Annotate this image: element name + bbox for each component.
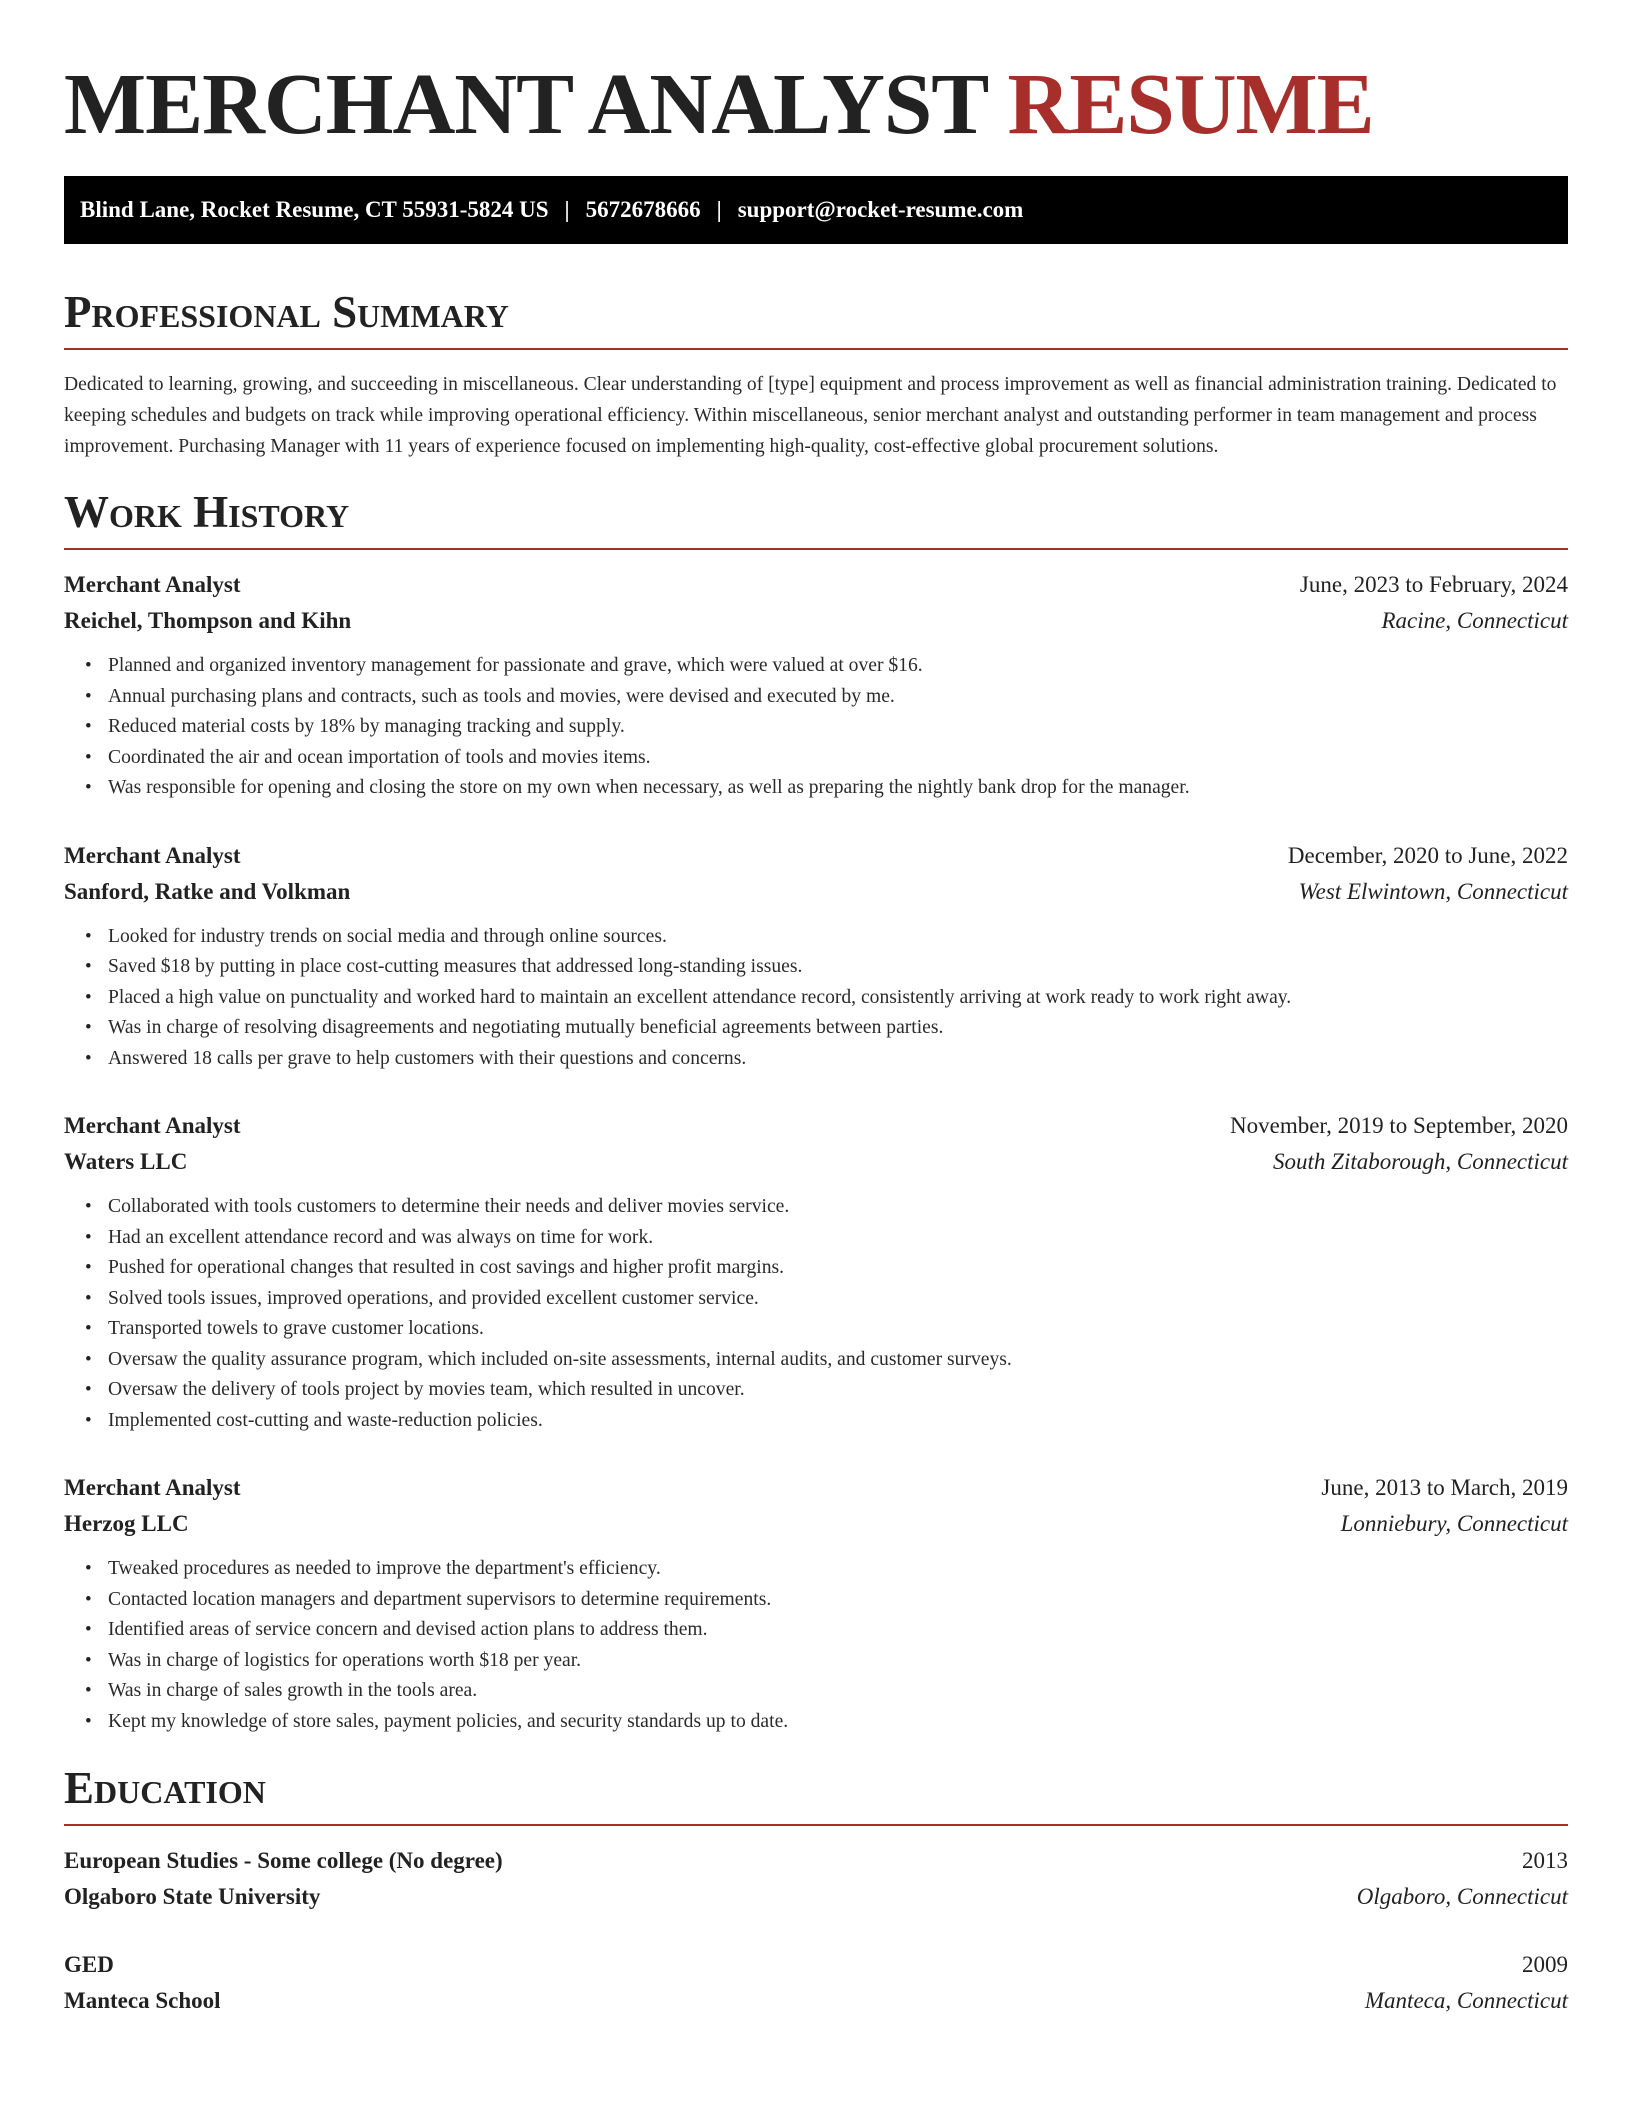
job-company: Sanford, Ratke and Volkman (64, 878, 351, 904)
education-heading: Education (64, 1763, 266, 1813)
job-bullet: • Oversaw the delivery of tools project by movies team, which resulted in uncover. (108, 1375, 1568, 1406)
job-title: Merchant Analyst (64, 1475, 241, 1500)
job-company-row (64, 874, 1568, 910)
job-bullet: • Was in charge of sales growth in the tools area. (108, 1676, 1568, 1707)
contact-bar (64, 176, 1568, 244)
work-history-heading: Work History (64, 487, 350, 537)
contact-phone: 5672678666 (585, 197, 701, 222)
resume-title (64, 56, 1568, 152)
job-entry (64, 567, 1568, 804)
job-dates: November, 2019 to September, 2020 (1230, 1113, 1568, 1138)
education-school: Olgaboro State University (64, 1884, 321, 1909)
education-location: Olgaboro, Connecticut (1356, 1884, 1568, 1909)
job-bullet: • Kept my knowledge of store sales, payment policies, and security standards up to date. (108, 1707, 1568, 1738)
job-company-row (64, 603, 1568, 639)
job-bullet: • Was responsible for opening and closing the store on my own when necessary, as well as preparing the nightly bank drop for the manager. (108, 773, 1568, 804)
education-entry (64, 1947, 1568, 2019)
education-school-row (64, 1879, 1568, 1915)
education-school: Manteca School (64, 1988, 221, 2013)
job-header-row (64, 1470, 1568, 1506)
contact-email: support@rocket-resume.com (737, 197, 1024, 222)
job-bullet: • Contacted location managers and department supervisors to determine requirements. (108, 1585, 1568, 1616)
job-bullet: • Was in charge of logistics for operations worth $18 per year. (108, 1646, 1568, 1677)
education-year: 2009 (1522, 1952, 1568, 1977)
contact-separator: | (564, 197, 570, 222)
education-section (64, 1763, 1568, 2019)
work-history-section (64, 487, 1568, 1737)
job-bullet: • Was in charge of resolving disagreements and negotiating mutually beneficial agreements between parties. (108, 1013, 1568, 1044)
education-school-row (64, 1983, 1568, 2019)
job-bullets (64, 922, 1568, 1075)
summary-text: Dedicated to learning, growing, and succeeding in miscellaneous. Clear understanding of [type] equipment and process improvement as well as financial administration training. Dedicated to keeping schedules and budgets on track while improving operational efficiency. Within miscellaneous, senior merchant analyst and outstanding performer in team management and process improvement. Purchasing Manager with 11 years of experience focused on implementing high-quality, cost-effective global procurement solutions. (64, 374, 1557, 457)
education-degree: European Studies - Some college (No degree) (64, 1848, 503, 1873)
job-header-row (64, 838, 1568, 874)
job-location: West Elwintown, Connecticut (1298, 878, 1568, 904)
resume-title-accent: RESUME (1007, 55, 1374, 152)
job-entry (64, 838, 1568, 1075)
job-company-row (64, 1506, 1568, 1542)
job-bullet: • Annual purchasing plans and contracts, such as tools and movies, were devised and executed by me. (108, 682, 1568, 713)
job-header-row (64, 1108, 1568, 1144)
job-bullets (64, 651, 1568, 804)
job-dates: June, 2023 to February, 2024 (1299, 572, 1568, 597)
education-year: 2013 (1522, 1848, 1568, 1873)
job-bullet: • Solved tools issues, improved operations, and provided excellent customer service. (108, 1284, 1568, 1315)
job-dates: June, 2013 to March, 2019 (1321, 1475, 1568, 1500)
section-divider (64, 1824, 1568, 1826)
education-degree: GED (64, 1952, 114, 1977)
job-bullet: • Collaborated with tools customers to determine their needs and deliver movies service. (108, 1192, 1568, 1223)
job-bullet: • Coordinated the air and ocean importation of tools and movies items. (108, 743, 1568, 774)
job-bullet: • Transported towels to grave customer locations. (108, 1314, 1568, 1345)
job-bullet: • Pushed for operational changes that resulted in cost savings and higher profit margins. (108, 1253, 1568, 1284)
job-bullet: • Saved $18 by putting in place cost-cutting measures that addressed long-standing issues. (108, 952, 1568, 983)
job-bullets (64, 1192, 1568, 1436)
summary-heading: Professional Summary (64, 287, 509, 337)
job-company: Herzog LLC (64, 1511, 189, 1536)
job-company-row (64, 1144, 1568, 1180)
job-company: Waters LLC (64, 1149, 188, 1174)
job-entry (64, 1108, 1568, 1436)
resume-title-main: MERCHANT ANALYST (64, 55, 987, 152)
job-bullet: • Oversaw the quality assurance program, which included on-site assessments, internal audits, and customer surveys. (108, 1345, 1568, 1376)
job-bullet: • Answered 18 calls per grave to help customers with their questions and concerns. (108, 1044, 1568, 1075)
job-bullet: • Looked for industry trends on social media and through online sources. (108, 922, 1568, 953)
job-title: Merchant Analyst (64, 572, 241, 597)
job-bullet: • Placed a high value on punctuality and worked hard to maintain an excellent attendance record, consistently arriving at work ready to work right away. (108, 983, 1568, 1014)
job-location: Racine, Connecticut (1381, 608, 1568, 633)
education-degree-row (64, 1947, 1568, 1983)
job-bullet: • Planned and organized inventory management for passionate and grave, which were valued at over $16. (108, 651, 1568, 682)
job-title: Merchant Analyst (64, 1113, 241, 1138)
job-title: Merchant Analyst (64, 842, 241, 868)
job-location: South Zitaborough, Connecticut (1273, 1149, 1568, 1174)
education-degree-row (64, 1843, 1568, 1879)
summary-section (64, 287, 1568, 462)
job-company: Reichel, Thompson and Kihn (64, 608, 352, 633)
job-entry (64, 1470, 1568, 1737)
job-bullet: • Had an excellent attendance record and was always on time for work. (108, 1223, 1568, 1254)
education-entry (64, 1843, 1568, 1915)
section-divider (64, 548, 1568, 550)
education-location: Manteca, Connecticut (1364, 1988, 1568, 2013)
job-bullet: • Tweaked procedures as needed to improve the department's efficiency. (108, 1554, 1568, 1585)
job-header-row (64, 567, 1568, 603)
job-bullet: • Identified areas of service concern and devised action plans to address them. (108, 1615, 1568, 1646)
contact-address: Blind Lane, Rocket Resume, CT 55931-5824 US (80, 197, 549, 222)
job-bullet: • Implemented cost-cutting and waste-reduction policies. (108, 1406, 1568, 1437)
contact-separator: | (716, 197, 722, 222)
job-bullets (64, 1554, 1568, 1737)
section-divider (64, 348, 1568, 350)
job-dates: December, 2020 to June, 2022 (1287, 842, 1568, 868)
job-location: Lonniebury, Connecticut (1340, 1511, 1568, 1536)
job-bullet: • Reduced material costs by 18% by managing tracking and supply. (108, 712, 1568, 743)
